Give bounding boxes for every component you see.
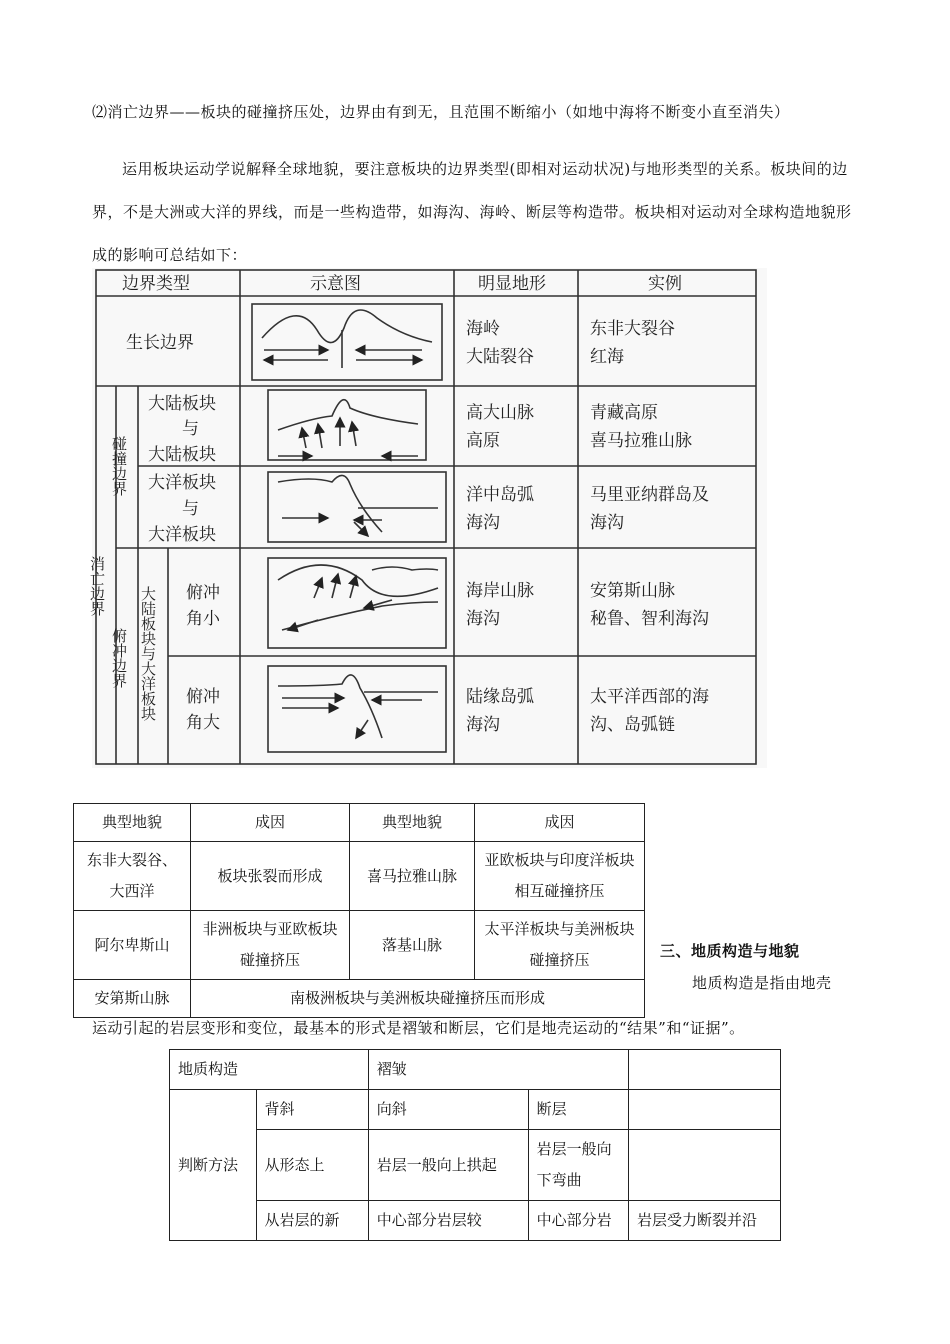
fig-growth-terrain-2: 大陆裂谷 — [466, 347, 534, 367]
fig-cc-terrain-2: 高原 — [466, 431, 500, 451]
fig-oo-label-1: 大洋板块 — [148, 473, 216, 493]
table-cell: 岩层受力断裂并沿 — [629, 1201, 781, 1241]
table-cell: 中心部分岩层较 — [368, 1201, 528, 1241]
table-cell: 褶皱 — [368, 1050, 628, 1090]
fig-small-label-2: 角小 — [186, 609, 220, 629]
fig-large-example-2: 沟、岛弧链 — [590, 715, 675, 735]
table-cell: 落基山脉 — [350, 911, 475, 980]
table-cell — [629, 1090, 781, 1130]
fig-extinction-label: 消亡边界 — [88, 556, 106, 616]
landform-cause-table — [73, 803, 645, 1018]
table-header: 成因 — [191, 804, 350, 842]
geologic-structure-table — [169, 1049, 781, 1241]
fig-cc-label-3: 大陆板块 — [148, 445, 216, 465]
fig-collision-label: 碰撞边界 — [110, 436, 128, 496]
table-row — [170, 1090, 781, 1130]
fig-header-diagram: 示意图 — [310, 274, 361, 294]
paragraph-geologic-structure: 运动引起的岩层变形和变位，最基本的形式是褶皱和断层，它们是地壳运动的“结果”和“证据”。 — [92, 1019, 745, 1037]
fig-growth-example-1: 东非大裂谷 — [590, 319, 675, 339]
table-cell: 东非大裂谷、大西洋 — [74, 842, 191, 911]
fig-large-example-1: 太平洋西部的海 — [590, 687, 709, 707]
fig-cc-example-2: 喜马拉雅山脉 — [590, 431, 692, 451]
section-lead-text: 地质构造是指由地壳 — [692, 974, 832, 992]
table-header: 典型地貌 — [350, 804, 475, 842]
fig-small-terrain-1: 海岸山脉 — [466, 581, 534, 601]
fig-growth-label: 生长边界 — [126, 333, 194, 353]
fig-large-label-2: 角大 — [186, 713, 220, 733]
table-cell: 背斜 — [256, 1090, 368, 1130]
fig-oo-terrain-2: 海沟 — [466, 513, 500, 533]
table-cell: 中心部分岩 — [528, 1201, 628, 1241]
fig-cc-example-1: 青藏高原 — [590, 403, 658, 423]
table-cell: 从岩层的新 — [256, 1201, 368, 1241]
fig-cc-label-2: 与 — [182, 419, 199, 439]
fig-cc-terrain-1: 高大山脉 — [466, 403, 534, 423]
table-row — [74, 804, 645, 842]
fig-oo-terrain-1: 洋中岛弧 — [466, 485, 534, 505]
table-cell: 断层 — [528, 1090, 628, 1130]
table-cell: 亚欧板块与印度洋板块相互碰撞挤压 — [475, 842, 645, 911]
fig-cc-label-1: 大陆板块 — [148, 394, 216, 414]
fig-large-label-1: 俯冲 — [186, 687, 220, 707]
paragraph-plate-explanation: 运用板块运动学说解释全球地貌，要注意板块的边界类型(即相对运动状况)与地形类型的关系。板块间的边界，不是大洲或大洋的界线，而是一些构造带，如海沟、海岭、断层等构造带。板块相对运动对全球构造地貌形成的影响可总结如下： — [92, 160, 852, 264]
fig-oo-label-2: 与 — [182, 499, 199, 519]
fig-oo-example-1: 马里亚纳群岛及 — [590, 485, 709, 505]
table-cell: 岩层一般向上拱起 — [368, 1130, 528, 1201]
fig-small-terrain-2: 海沟 — [466, 609, 500, 629]
fig-small-label-1: 俯冲 — [186, 583, 220, 603]
table-cell: 岩层一般向下弯曲 — [528, 1130, 628, 1201]
plate-boundary-figure — [88, 268, 767, 768]
fig-header-terrain: 明显地形 — [478, 274, 546, 294]
table-row — [170, 1050, 781, 1090]
table-cell: 安第斯山脉 — [74, 980, 191, 1018]
fig-small-example-2: 秘鲁、智利海沟 — [590, 609, 709, 629]
fig-oo-label-3: 大洋板块 — [148, 525, 216, 545]
fig-small-example-1: 安第斯山脉 — [590, 581, 675, 601]
fig-large-terrain-1: 陆缘岛弧 — [466, 687, 534, 707]
plate-boundary-svg — [88, 268, 767, 768]
table-cell: 阿尔卑斯山 — [74, 911, 191, 980]
fig-subduction-label: 俯冲边界 — [110, 628, 128, 688]
section-heading-geologic-structure: 三、地质构造与地貌 — [660, 942, 800, 960]
table-cell: 从形态上 — [256, 1130, 368, 1201]
fig-oo-example-2: 海沟 — [590, 513, 624, 533]
fig-large-terrain-2: 海沟 — [466, 715, 500, 735]
table-cell: 地质构造 — [170, 1050, 369, 1090]
fig-growth-terrain-1: 海岭 — [466, 319, 500, 339]
table-cell: 太平洋板块与美洲板块碰撞挤压 — [475, 911, 645, 980]
table-cell: 喜马拉雅山脉 — [350, 842, 475, 911]
fig-header-type: 边界类型 — [122, 274, 190, 294]
table-cell: 向斜 — [368, 1090, 528, 1130]
table-row — [74, 911, 645, 980]
table-cell: 判断方法 — [170, 1090, 257, 1241]
table-row — [170, 1130, 781, 1201]
table-row — [74, 980, 645, 1018]
table-header: 成因 — [475, 804, 645, 842]
fig-header-example: 实例 — [648, 274, 682, 294]
paragraph-extinction-boundary: ⑵消亡边界——板块的碰撞挤压处，边界由有到无，且范围不断缩小（如地中海将不断变小直至消失） — [92, 103, 790, 121]
table-row — [170, 1201, 781, 1241]
table-cell: 非洲板块与亚欧板块碰撞挤压 — [191, 911, 350, 980]
table-cell — [629, 1050, 781, 1090]
table-cell: 板块张裂而形成 — [191, 842, 350, 911]
table-header: 典型地貌 — [74, 804, 191, 842]
table-cell: 南极洲板块与美洲板块碰撞挤压而形成 — [191, 980, 645, 1018]
table-cell — [629, 1130, 781, 1201]
fig-continent-ocean-label: 大陆板块与大洋板块 — [139, 586, 157, 721]
fig-growth-example-2: 红海 — [590, 347, 624, 367]
table-row — [74, 842, 645, 911]
